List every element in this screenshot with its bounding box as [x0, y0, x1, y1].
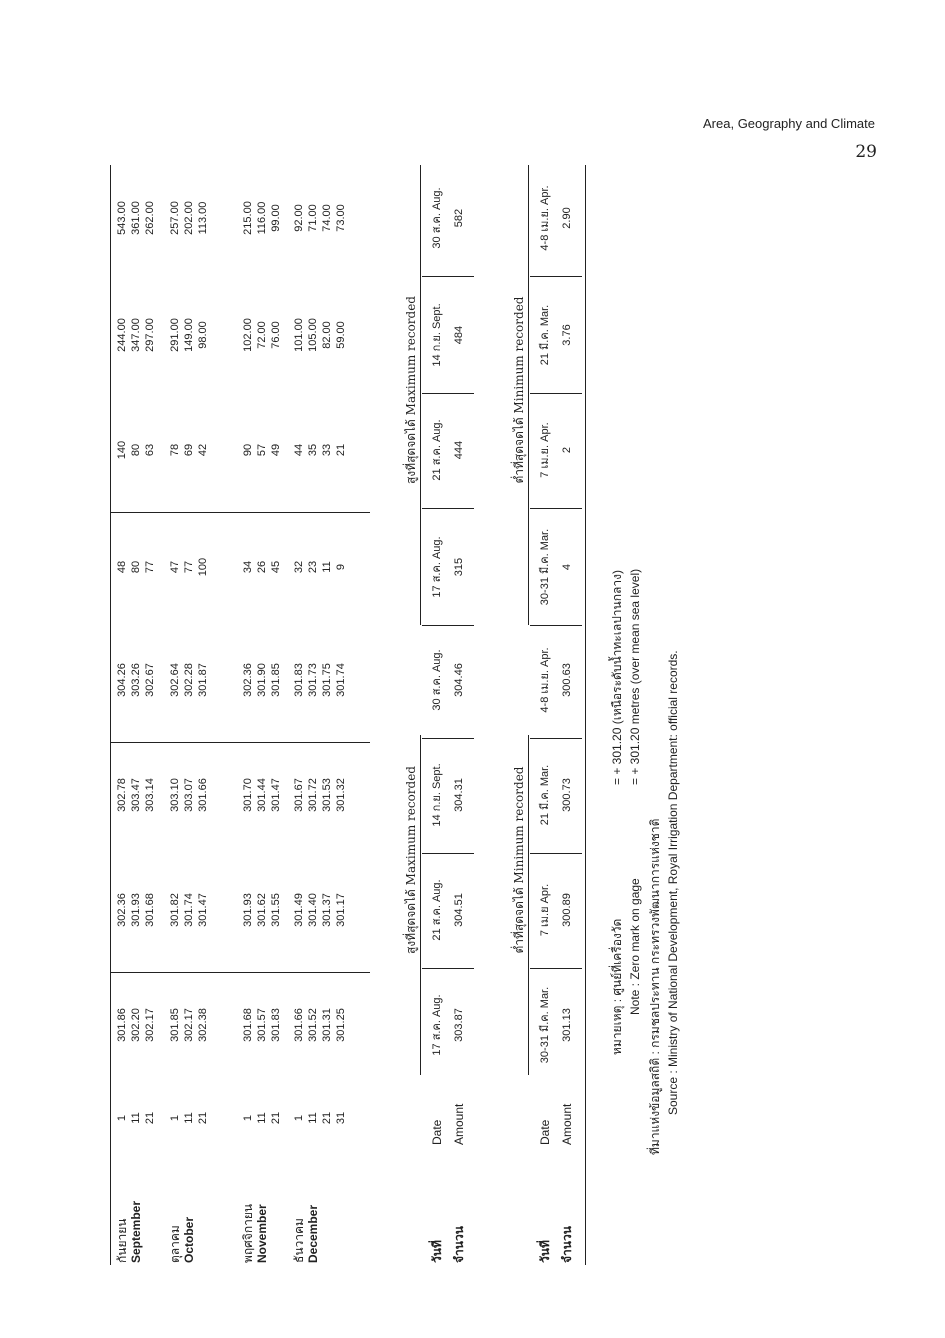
source-thai: ที่มาแห่งข้อมูลสถิติ : กรมชลประทาน กระทรวงพัฒนาการแห่งชาติ: [648, 818, 662, 1155]
table-cell: 302.36: [242, 663, 254, 697]
min-amount-thai: จำนวน: [560, 1226, 574, 1263]
min-amount-cell: 2.90: [561, 207, 573, 229]
max-amount-cell: 304.31: [453, 778, 465, 812]
table-cell: 301.17: [335, 893, 347, 927]
table-cell: 11: [321, 561, 333, 573]
max-amount-cell: 315: [453, 557, 465, 577]
day-number: 21: [270, 1111, 282, 1125]
note-thai: หมายเหตุ : ศูนย์ที่เครื่องวัด: [610, 918, 624, 1055]
running-header: Area, Geography and Climate: [703, 116, 875, 131]
table-cell: 543.00: [116, 201, 128, 235]
table-cell: 302.28: [183, 663, 195, 697]
table-cell: 302.67: [144, 663, 156, 697]
table-cell: 301.31: [321, 1008, 333, 1042]
max-date-en: Date: [430, 1119, 444, 1145]
column-divider: [422, 276, 474, 277]
table-cell: 26: [256, 560, 268, 574]
column-divider: [530, 276, 582, 277]
table-cell: 301.47: [270, 778, 282, 812]
max-amount-cell: 304.46: [453, 663, 465, 697]
table-cell: 301.82: [169, 893, 181, 927]
table-cell: 303.07: [183, 778, 195, 812]
day-number: 31: [335, 1111, 347, 1125]
day-number: 1: [116, 1114, 128, 1122]
table-cell: 21: [335, 443, 347, 457]
column-divider: [530, 393, 582, 394]
source-english: Source : Ministry of National Development, Royal Irrigation Department: official records.: [666, 650, 680, 1115]
table-cell: 42: [197, 443, 209, 457]
min-date-cell: 4-8 เม.ย. Apr.: [539, 185, 551, 251]
page-number: 29: [855, 142, 877, 162]
rule-line: [110, 165, 111, 1265]
column-divider: [422, 508, 474, 509]
table-cell: 78: [169, 443, 181, 457]
table-cell: 301.93: [242, 893, 254, 927]
table-cell: 301.68: [242, 1008, 254, 1042]
table-cell: 302.20: [130, 1008, 142, 1042]
day-number: 1: [242, 1114, 254, 1122]
max-date-cell: 30 ส.ค. Aug.: [431, 187, 443, 249]
min-amount-en: Amount: [560, 1103, 574, 1145]
max-amount-thai: จำนวน: [452, 1226, 466, 1263]
column-divider: [530, 738, 582, 739]
min-date-cell: 21 มี.ค. Mar.: [539, 304, 551, 366]
note-english: Note : Zero mark on gage: [628, 878, 642, 1015]
table-cell: 301.86: [116, 1008, 128, 1042]
max-date-cell: 14 ก.ย. Sept.: [431, 763, 443, 827]
min-date-cell: 30-31 มี.ค. Mar.: [539, 986, 551, 1064]
table-cell: 303.14: [144, 778, 156, 812]
table-cell: 71.00: [307, 204, 319, 232]
max-date-cell: 17 ส.ค. Aug.: [431, 994, 443, 1056]
table-cell: 301.44: [256, 778, 268, 812]
month-thai: ธันวาคม: [292, 1218, 306, 1263]
day-number: 21: [321, 1111, 333, 1125]
table-cell: 301.32: [335, 778, 347, 812]
table-cell: 69: [183, 443, 195, 457]
table-cell: 72.00: [256, 321, 268, 349]
day-number: 21: [144, 1111, 156, 1125]
table-cell: 297.00: [144, 318, 156, 352]
table-cell: 303.10: [169, 778, 181, 812]
column-divider: [422, 968, 474, 969]
min-amount-cell: 300.89: [561, 893, 573, 927]
table-cell: 361.00: [130, 201, 142, 235]
table-cell: 34: [242, 560, 254, 574]
table-cell: 23: [307, 560, 319, 574]
table-cell: 301.68: [144, 893, 156, 927]
min-date-cell: 7 เม.ย. Apr.: [539, 422, 551, 478]
day-number: 11: [256, 1112, 268, 1124]
table-cell: 301.66: [293, 1008, 305, 1042]
table-cell: 302.64: [169, 663, 181, 697]
max-date-cell: 30 ส.ค. Aug.: [431, 649, 443, 711]
day-number: 11: [130, 1112, 142, 1124]
table-cell: 302.36: [116, 893, 128, 927]
table-cell: 291.00: [169, 318, 181, 352]
table-cell: 301.25: [335, 1008, 347, 1042]
max-amount-cell: 484: [453, 325, 465, 345]
table-cell: 90: [242, 443, 254, 457]
table-cell: 59.00: [335, 321, 347, 349]
table-cell: 257.00: [169, 201, 181, 235]
month-thai: ตุลาคม: [168, 1225, 182, 1263]
table-cell: 301.93: [130, 893, 142, 927]
table-cell: 301.85: [169, 1008, 181, 1042]
table-cell: 301.85: [270, 663, 282, 697]
table-cell: 215.00: [242, 201, 254, 235]
table-cell: 73.00: [335, 204, 347, 232]
table-cell: 301.37: [321, 893, 333, 927]
min-date-cell: 4-8 เม.ย. Apr.: [539, 647, 551, 713]
table-cell: 301.72: [307, 778, 319, 812]
table-cell: 301.53: [321, 778, 333, 812]
table-cell: 301.87: [197, 663, 209, 697]
table-cell: 301.74: [335, 663, 347, 697]
max-amount-en: Amount: [452, 1103, 466, 1145]
table-cell: 301.75: [321, 663, 333, 697]
table-cell: 301.66: [197, 778, 209, 812]
column-divider: [422, 738, 474, 739]
month-english: November: [255, 1204, 269, 1263]
max-date-cell: 21 ส.ค. Aug.: [431, 419, 443, 481]
day-number: 11: [307, 1112, 319, 1124]
min-amount-cell: 2: [561, 446, 573, 454]
table-cell: 301.52: [307, 1008, 319, 1042]
table-cell: 303.47: [130, 778, 142, 812]
table-cell: 45: [270, 560, 282, 574]
max-date-cell: 14 ก.ย. Sept.: [431, 303, 443, 367]
month-english: October: [182, 1216, 196, 1263]
table-cell: 80: [130, 443, 142, 457]
table-cell: 347.00: [130, 318, 142, 352]
table-cell: 49: [270, 443, 282, 457]
table-cell: 44: [293, 443, 305, 457]
table-cell: 77: [183, 560, 195, 574]
min-date-cell: 7 เม.ย Apr.: [539, 883, 551, 937]
table-cell: 301.90: [256, 663, 268, 697]
max-amount-cell: 303.87: [453, 1008, 465, 1042]
month-english: December: [306, 1204, 320, 1263]
month-thai: พฤศจิกายน: [241, 1203, 255, 1263]
table-cell: 33: [321, 443, 333, 457]
table-cell: 105.00: [307, 318, 319, 352]
table-cell: 302.17: [183, 1008, 195, 1042]
min-amount-cell: 3.76: [561, 324, 573, 346]
min-amount-cell: 301.13: [561, 1008, 573, 1042]
min-flow-title: ต่ำที่สุดจดได้ Minimum recorded: [512, 296, 526, 484]
table-cell: 301.74: [183, 893, 195, 927]
table-cell: 301.47: [197, 893, 209, 927]
table-cell: 102.00: [242, 318, 254, 352]
table-cell: 116.00: [256, 201, 268, 235]
table-cell: 301.70: [242, 778, 254, 812]
table-cell: 76.00: [270, 321, 282, 349]
table-cell: 302.78: [116, 778, 128, 812]
rule-line: [585, 165, 586, 1265]
day-number: 21: [197, 1111, 209, 1125]
table-cell: 302.38: [197, 1008, 209, 1042]
table-cell: 301.62: [256, 893, 268, 927]
table-cell: 101.00: [293, 318, 305, 352]
rotated-table: [80, 165, 780, 1265]
min-amount-cell: 300.63: [561, 663, 573, 697]
day-number: 11: [183, 1112, 195, 1124]
min-date-cell: 30-31 มี.ค. Mar.: [539, 528, 551, 606]
table-cell: 301.83: [293, 663, 305, 697]
table-cell: 113.00: [197, 201, 209, 235]
day-number: 1: [169, 1114, 181, 1122]
max-amount-cell: 304.51: [453, 893, 465, 927]
month-thai: กันยายน: [115, 1218, 129, 1263]
table-cell: 63: [144, 443, 156, 457]
max-date-cell: 17 ส.ค. Aug.: [431, 536, 443, 598]
table-cell: 100: [197, 557, 209, 577]
min-amount-cell: 4: [561, 563, 573, 571]
table-cell: 82.00: [321, 321, 333, 349]
table-cell: 301.49: [293, 893, 305, 927]
max-date-cell: 21 ส.ค. Aug.: [431, 879, 443, 941]
min-level-title: ต่ำที่สุดจดได้ Minimum recorded: [512, 766, 526, 954]
max-amount-cell: 444: [453, 440, 465, 460]
column-divider: [530, 968, 582, 969]
table-cell: 140: [116, 440, 128, 460]
note-english-value: = + 301.20 metres (over mean sea level): [628, 568, 642, 785]
column-divider: [422, 393, 474, 394]
max-flow-title: สูงที่สุดจดได้ Maximum recorded: [404, 296, 418, 485]
table-cell: 99.00: [270, 204, 282, 232]
column-divider: [422, 853, 474, 854]
max-amount-cell: 582: [453, 208, 465, 228]
table-cell: 301.67: [293, 778, 305, 812]
table-cell: 35: [307, 443, 319, 457]
max-level-title: สูงที่สุดจดได้ Maximum recorded: [404, 766, 418, 955]
column-divider: [530, 853, 582, 854]
table-cell: 301.73: [307, 663, 319, 697]
table-cell: 74.00: [321, 204, 333, 232]
table-cell: 301.40: [307, 893, 319, 927]
table-cell: 301.83: [270, 1008, 282, 1042]
table-cell: 304.26: [116, 663, 128, 697]
table-cell: 92.00: [293, 204, 305, 232]
max-date-thai: วันที่: [430, 1240, 444, 1263]
note-thai-value: = + 301.20 (เหนือระดับน้ำทะเลปานกลาง): [610, 570, 624, 785]
table-cell: 80: [130, 560, 142, 574]
table-cell: 244.00: [116, 318, 128, 352]
min-amount-cell: 300.73: [561, 778, 573, 812]
min-date-cell: 21 มี.ค. Mar.: [539, 764, 551, 826]
table-cell: 57: [256, 443, 268, 457]
table-cell: 77: [144, 560, 156, 574]
table-cell: 262.00: [144, 201, 156, 235]
month-english: September: [129, 1200, 143, 1263]
table-cell: 302.17: [144, 1008, 156, 1042]
column-divider: [530, 508, 582, 509]
table-cell: 202.00: [183, 201, 195, 235]
table-cell: 98.00: [197, 321, 209, 349]
table-cell: 32: [293, 560, 305, 574]
table-cell: 47: [169, 560, 181, 574]
table-cell: 301.57: [256, 1008, 268, 1042]
min-date-thai: วันที่: [538, 1240, 552, 1263]
min-date-en: Date: [538, 1119, 552, 1145]
day-number: 1: [293, 1114, 305, 1122]
table-cell: 303.26: [130, 663, 142, 697]
table-cell: 9: [335, 563, 347, 571]
table-cell: 48: [116, 560, 128, 574]
table-cell: 301.55: [270, 893, 282, 927]
table-cell: 149.00: [183, 318, 195, 352]
